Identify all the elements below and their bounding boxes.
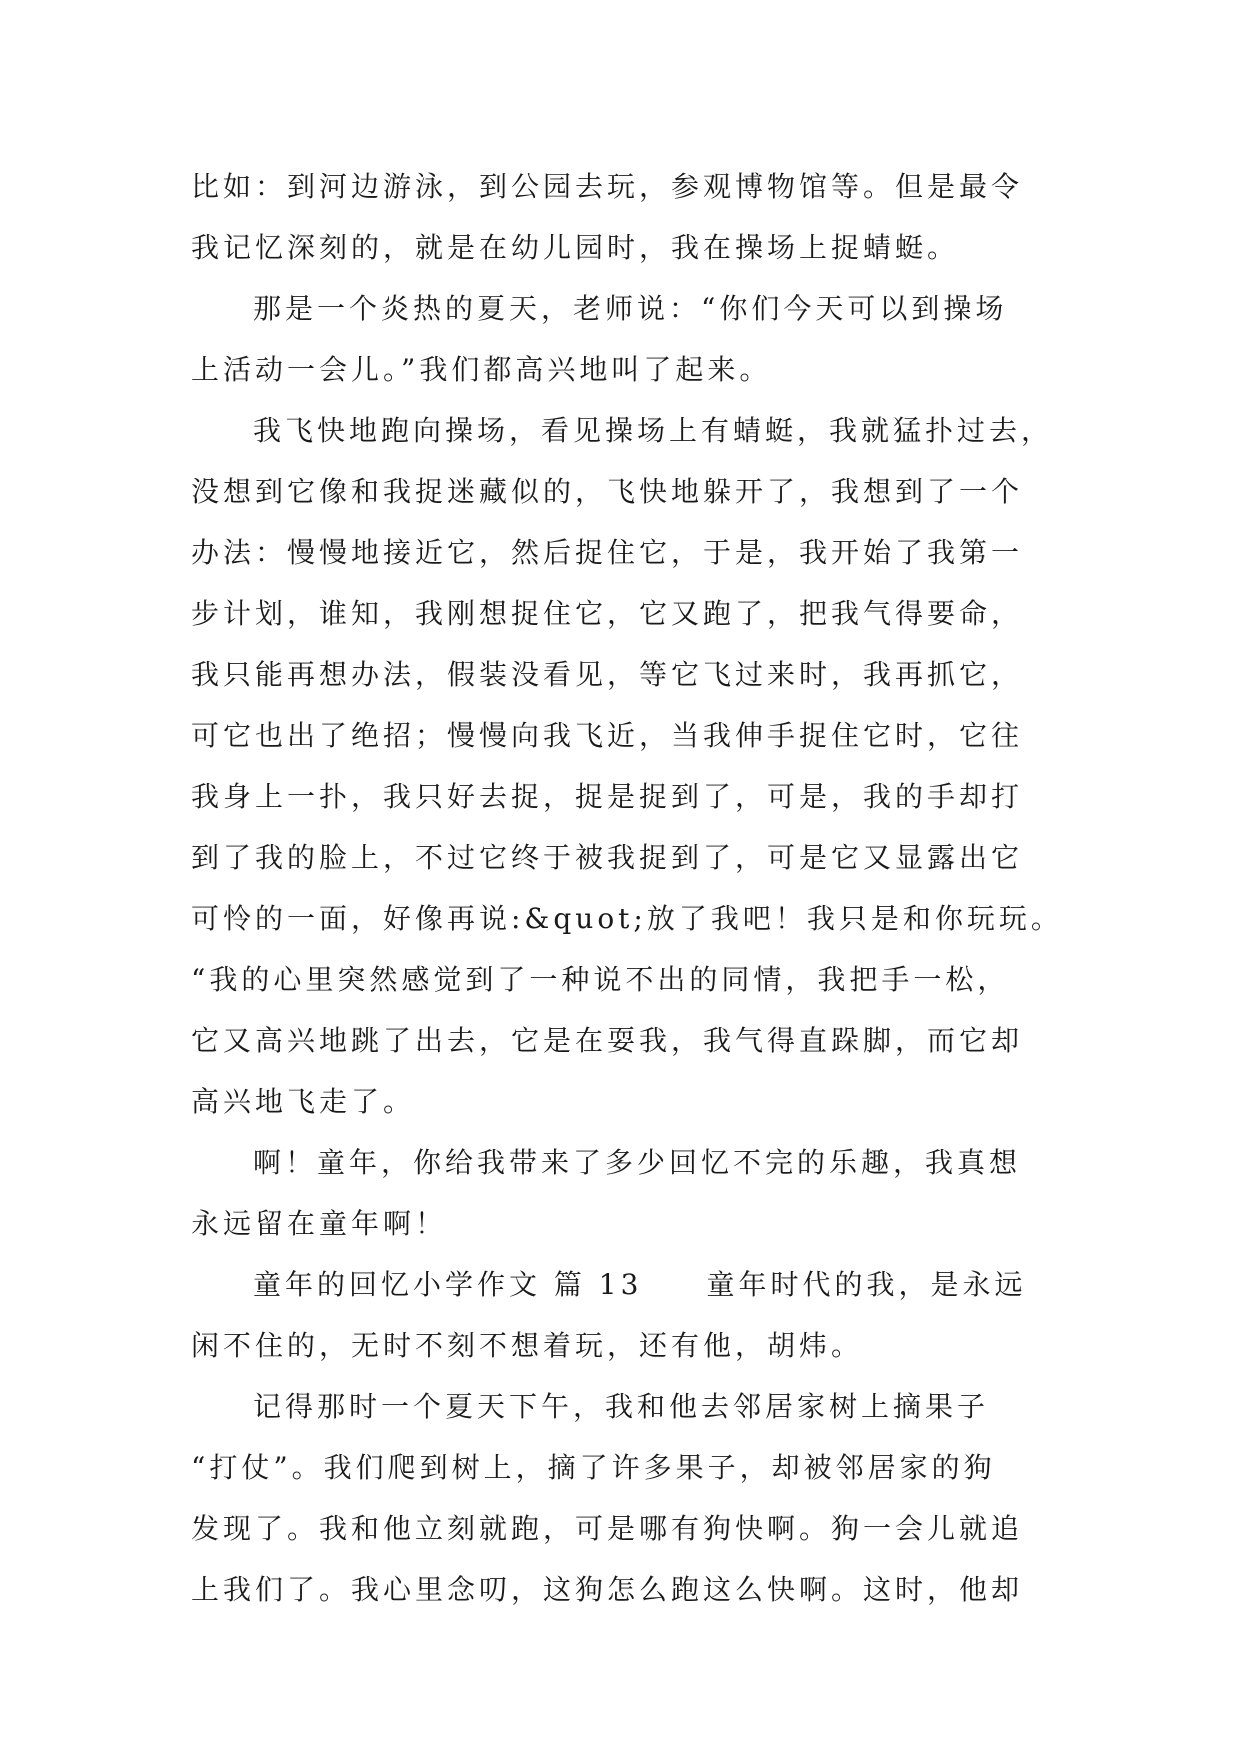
text-line <box>191 1254 1091 1315</box>
text-line <box>191 644 1091 705</box>
line-text: 步计划，谁知，我刚想捉住它，它又跑了，把我气得要命， <box>191 597 1024 630</box>
line-text: 没想到它像和我捉迷藏似的，飞快地躲开了，我想到了一个 <box>191 475 1024 508</box>
text-line <box>191 705 1091 766</box>
text-line <box>191 583 1091 644</box>
line-text: 童年的回忆小学作文 篇 13 <box>253 1268 643 1301</box>
text-line <box>191 400 1091 461</box>
text-line <box>191 1437 1091 1498</box>
line-text: 上我们了。我心里念叨，这狗怎么跑这么快啊。这时，他却 <box>191 1573 1024 1606</box>
text-line <box>191 522 1091 583</box>
text-line <box>191 1559 1091 1620</box>
line-text: 可它也出了绝招；慢慢向我飞近，当我伸手捉住它时，它往 <box>191 719 1024 752</box>
line-text: 那是一个炎热的夏天，老师说：“你们今天可以到操场 <box>253 292 1008 325</box>
line-text: 办法：慢慢地接近它，然后捉住它，于是，我开始了我第一 <box>191 536 1024 569</box>
line-text: 我记忆深刻的，就是在幼儿园时，我在操场上捉蜻蜓。 <box>191 231 960 264</box>
line-text: 高兴地飞走了。 <box>191 1085 416 1118</box>
text-line <box>191 888 1091 949</box>
line-text: 我飞快地跑向操场，看见操场上有蜻蜓，我就猛扑过去， <box>253 414 1054 447</box>
text-line <box>191 278 1091 339</box>
line-text: 发现了。我和他立刻就跑，可是哪有狗快啊。狗一会儿就追 <box>191 1512 1024 1545</box>
text-line <box>191 461 1091 522</box>
line-text: 永远留在童年啊！ <box>191 1207 448 1240</box>
essay-text <box>191 156 1091 1620</box>
text-line <box>191 339 1091 400</box>
text-line <box>191 1193 1091 1254</box>
line-text-tail: 童年时代的我，是永远 <box>706 1268 1027 1301</box>
line-text: 它又高兴地跳了出去，它是在耍我，我气得直跺脚，而它却 <box>191 1024 1024 1057</box>
line-text: 我身上一扑，我只好去捉，捉是捉到了，可是，我的手却打 <box>191 780 1024 813</box>
line-text: 可怜的一面，好像再说:&quot;放了我吧！我只是和你玩玩。 <box>191 902 1063 935</box>
text-line <box>191 1498 1091 1559</box>
text-line <box>191 949 1091 1010</box>
line-text: 啊！童年，你给我带来了多少回忆不完的乐趣，我真想 <box>253 1146 1022 1179</box>
line-text: 比如：到河边游泳，到公园去玩，参观博物馆等。但是最令 <box>191 170 1024 203</box>
text-line <box>191 1376 1091 1437</box>
text-line <box>191 156 1091 217</box>
text-line <box>191 1010 1091 1071</box>
line-text: “打仗”。我们爬到树上，摘了许多果子，却被邻居家的狗 <box>191 1451 996 1484</box>
line-text: “我的心里突然感觉到了一种说不出的同情，我把手一松， <box>191 963 1010 996</box>
text-line <box>191 827 1091 888</box>
line-text: 记得那时一个夏天下午，我和他去邻居家树上摘果子 <box>253 1390 990 1423</box>
text-line <box>191 1315 1091 1376</box>
text-line <box>191 217 1091 278</box>
line-text: 闲不住的，无时不刻不想着玩，还有他，胡炜。 <box>191 1329 864 1362</box>
line-text: 我只能再想办法，假装没看见，等它飞过来时，我再抓它， <box>191 658 1024 691</box>
line-text: 到了我的脸上，不过它终于被我捉到了，可是它又显露出它 <box>191 841 1024 874</box>
text-line <box>191 1071 1091 1132</box>
text-line <box>191 766 1091 827</box>
line-text: 上活动一会儿。”我们都高兴地叫了起来。 <box>191 353 772 386</box>
text-line <box>191 1132 1091 1193</box>
